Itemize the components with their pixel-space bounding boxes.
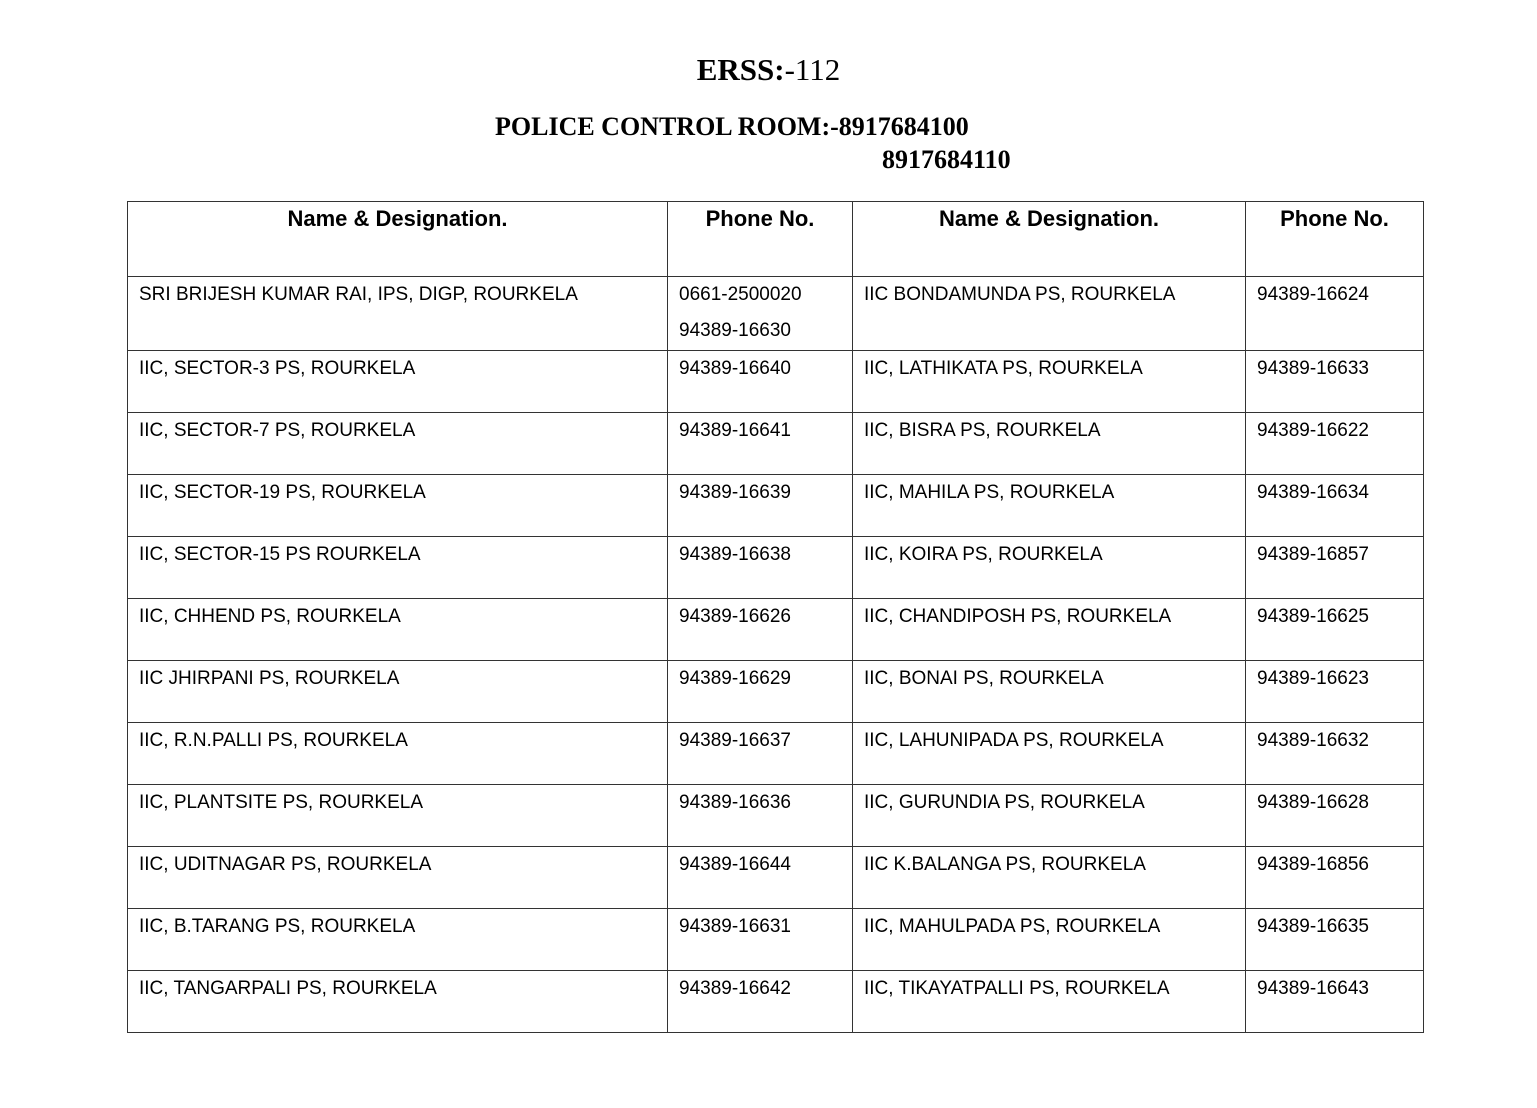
phone-cell: 94389-16637 bbox=[668, 723, 853, 785]
phone-cell: 94389-16638 bbox=[668, 537, 853, 599]
name-cell: IIC JHIRPANI PS, ROURKELA bbox=[128, 661, 668, 723]
name-cell: IIC, GURUNDIA PS, ROURKELA bbox=[853, 785, 1246, 847]
column-header-phone-1: Phone No. bbox=[668, 202, 853, 277]
name-cell: IIC, CHANDIPOSH PS, ROURKELA bbox=[853, 599, 1246, 661]
name-cell: IIC, SECTOR-19 PS, ROURKELA bbox=[128, 475, 668, 537]
name-cell: IIC, BISRA PS, ROURKELA bbox=[853, 413, 1246, 475]
name-cell: IIC, R.N.PALLI PS, ROURKELA bbox=[128, 723, 668, 785]
phone-cell: 94389-16623 bbox=[1246, 661, 1424, 723]
phone-cell: 94389-16633 bbox=[1246, 351, 1424, 413]
name-cell: IIC, B.TARANG PS, ROURKELA bbox=[128, 909, 668, 971]
phone-cell: 94389-16857 bbox=[1246, 537, 1424, 599]
phone-cell: 94389-16642 bbox=[668, 971, 853, 1033]
phone-cell: 94389-16622 bbox=[1246, 413, 1424, 475]
phone-number: 0661-2500020 bbox=[679, 284, 802, 305]
phone-cell: 94389-16632 bbox=[1246, 723, 1424, 785]
phone-cell: 94389-16624 bbox=[1246, 277, 1424, 351]
name-cell: IIC, LAHUNIPADA PS, ROURKELA bbox=[853, 723, 1246, 785]
phone-cell: 94389-16635 bbox=[1246, 909, 1424, 971]
phone-number: 94389-16630 bbox=[679, 320, 791, 341]
name-cell: IIC, MAHULPADA PS, ROURKELA bbox=[853, 909, 1246, 971]
table-row bbox=[128, 909, 1424, 971]
table-row bbox=[128, 413, 1424, 475]
column-header-name-2: Name & Designation. bbox=[853, 202, 1246, 277]
table-row bbox=[128, 661, 1424, 723]
erss-heading bbox=[0, 50, 1537, 90]
table-row bbox=[128, 537, 1424, 599]
table-row bbox=[128, 599, 1424, 661]
table-row bbox=[128, 723, 1424, 785]
name-cell: IIC, LATHIKATA PS, ROURKELA bbox=[853, 351, 1246, 413]
erss-label: ERSS: bbox=[696, 52, 785, 87]
contact-table bbox=[127, 201, 1424, 1033]
phone-cell: 94389-16631 bbox=[668, 909, 853, 971]
control-room-line: POLICE CONTROL ROOM:-8917684100 bbox=[495, 112, 969, 141]
phone-cell: 94389-16856 bbox=[1246, 847, 1424, 909]
name-cell: IIC, TIKAYATPALLI PS, ROURKELA bbox=[853, 971, 1246, 1033]
table-row bbox=[128, 847, 1424, 909]
column-header-phone-2: Phone No. bbox=[1246, 202, 1424, 277]
phone-cell: 94389-16641 bbox=[668, 413, 853, 475]
phone-cell: 94389-16625 bbox=[1246, 599, 1424, 661]
phone-cell: 94389-16640 bbox=[668, 351, 853, 413]
column-header-name-1: Name & Designation. bbox=[128, 202, 668, 277]
phone-cell: 94389-16636 bbox=[668, 785, 853, 847]
name-cell: IIC, UDITNAGAR PS, ROURKELA bbox=[128, 847, 668, 909]
phone-cell: 94389-16643 bbox=[1246, 971, 1424, 1033]
name-cell: IIC, SECTOR-7 PS, ROURKELA bbox=[128, 413, 668, 475]
erss-number: -112 bbox=[784, 52, 841, 87]
name-cell: IIC BONDAMUNDA PS, ROURKELA bbox=[853, 277, 1246, 351]
name-cell: IIC, PLANTSITE PS, ROURKELA bbox=[128, 785, 668, 847]
phone-cell: 94389-16629 bbox=[668, 661, 853, 723]
table-row bbox=[128, 277, 1424, 351]
name-cell: IIC, SECTOR-15 PS ROURKELA bbox=[128, 537, 668, 599]
name-cell: SRI BRIJESH KUMAR RAI, IPS, DIGP, ROURKELA bbox=[128, 277, 668, 351]
name-cell: IIC, MAHILA PS, ROURKELA bbox=[853, 475, 1246, 537]
name-cell: IIC K.BALANGA PS, ROURKELA bbox=[853, 847, 1246, 909]
name-cell: IIC, KOIRA PS, ROURKELA bbox=[853, 537, 1246, 599]
table-row bbox=[128, 971, 1424, 1033]
phone-cell: 94389-16628 bbox=[1246, 785, 1424, 847]
name-cell: IIC, BONAI PS, ROURKELA bbox=[853, 661, 1246, 723]
name-cell: IIC, SECTOR-3 PS, ROURKELA bbox=[128, 351, 668, 413]
name-cell: IIC, TANGARPALI PS, ROURKELA bbox=[128, 971, 668, 1033]
name-cell: IIC, CHHEND PS, ROURKELA bbox=[128, 599, 668, 661]
phone-cell: 94389-16626 bbox=[668, 599, 853, 661]
phone-cell: 94389-16639 bbox=[668, 475, 853, 537]
table-row bbox=[128, 475, 1424, 537]
phone-cell: 94389-16644 bbox=[668, 847, 853, 909]
table-row bbox=[128, 785, 1424, 847]
control-room-alt-number: 8917684110 bbox=[882, 145, 1011, 174]
phone-cell bbox=[668, 277, 853, 351]
phone-cell: 94389-16634 bbox=[1246, 475, 1424, 537]
table-header-row bbox=[128, 202, 1424, 277]
table-row bbox=[128, 351, 1424, 413]
